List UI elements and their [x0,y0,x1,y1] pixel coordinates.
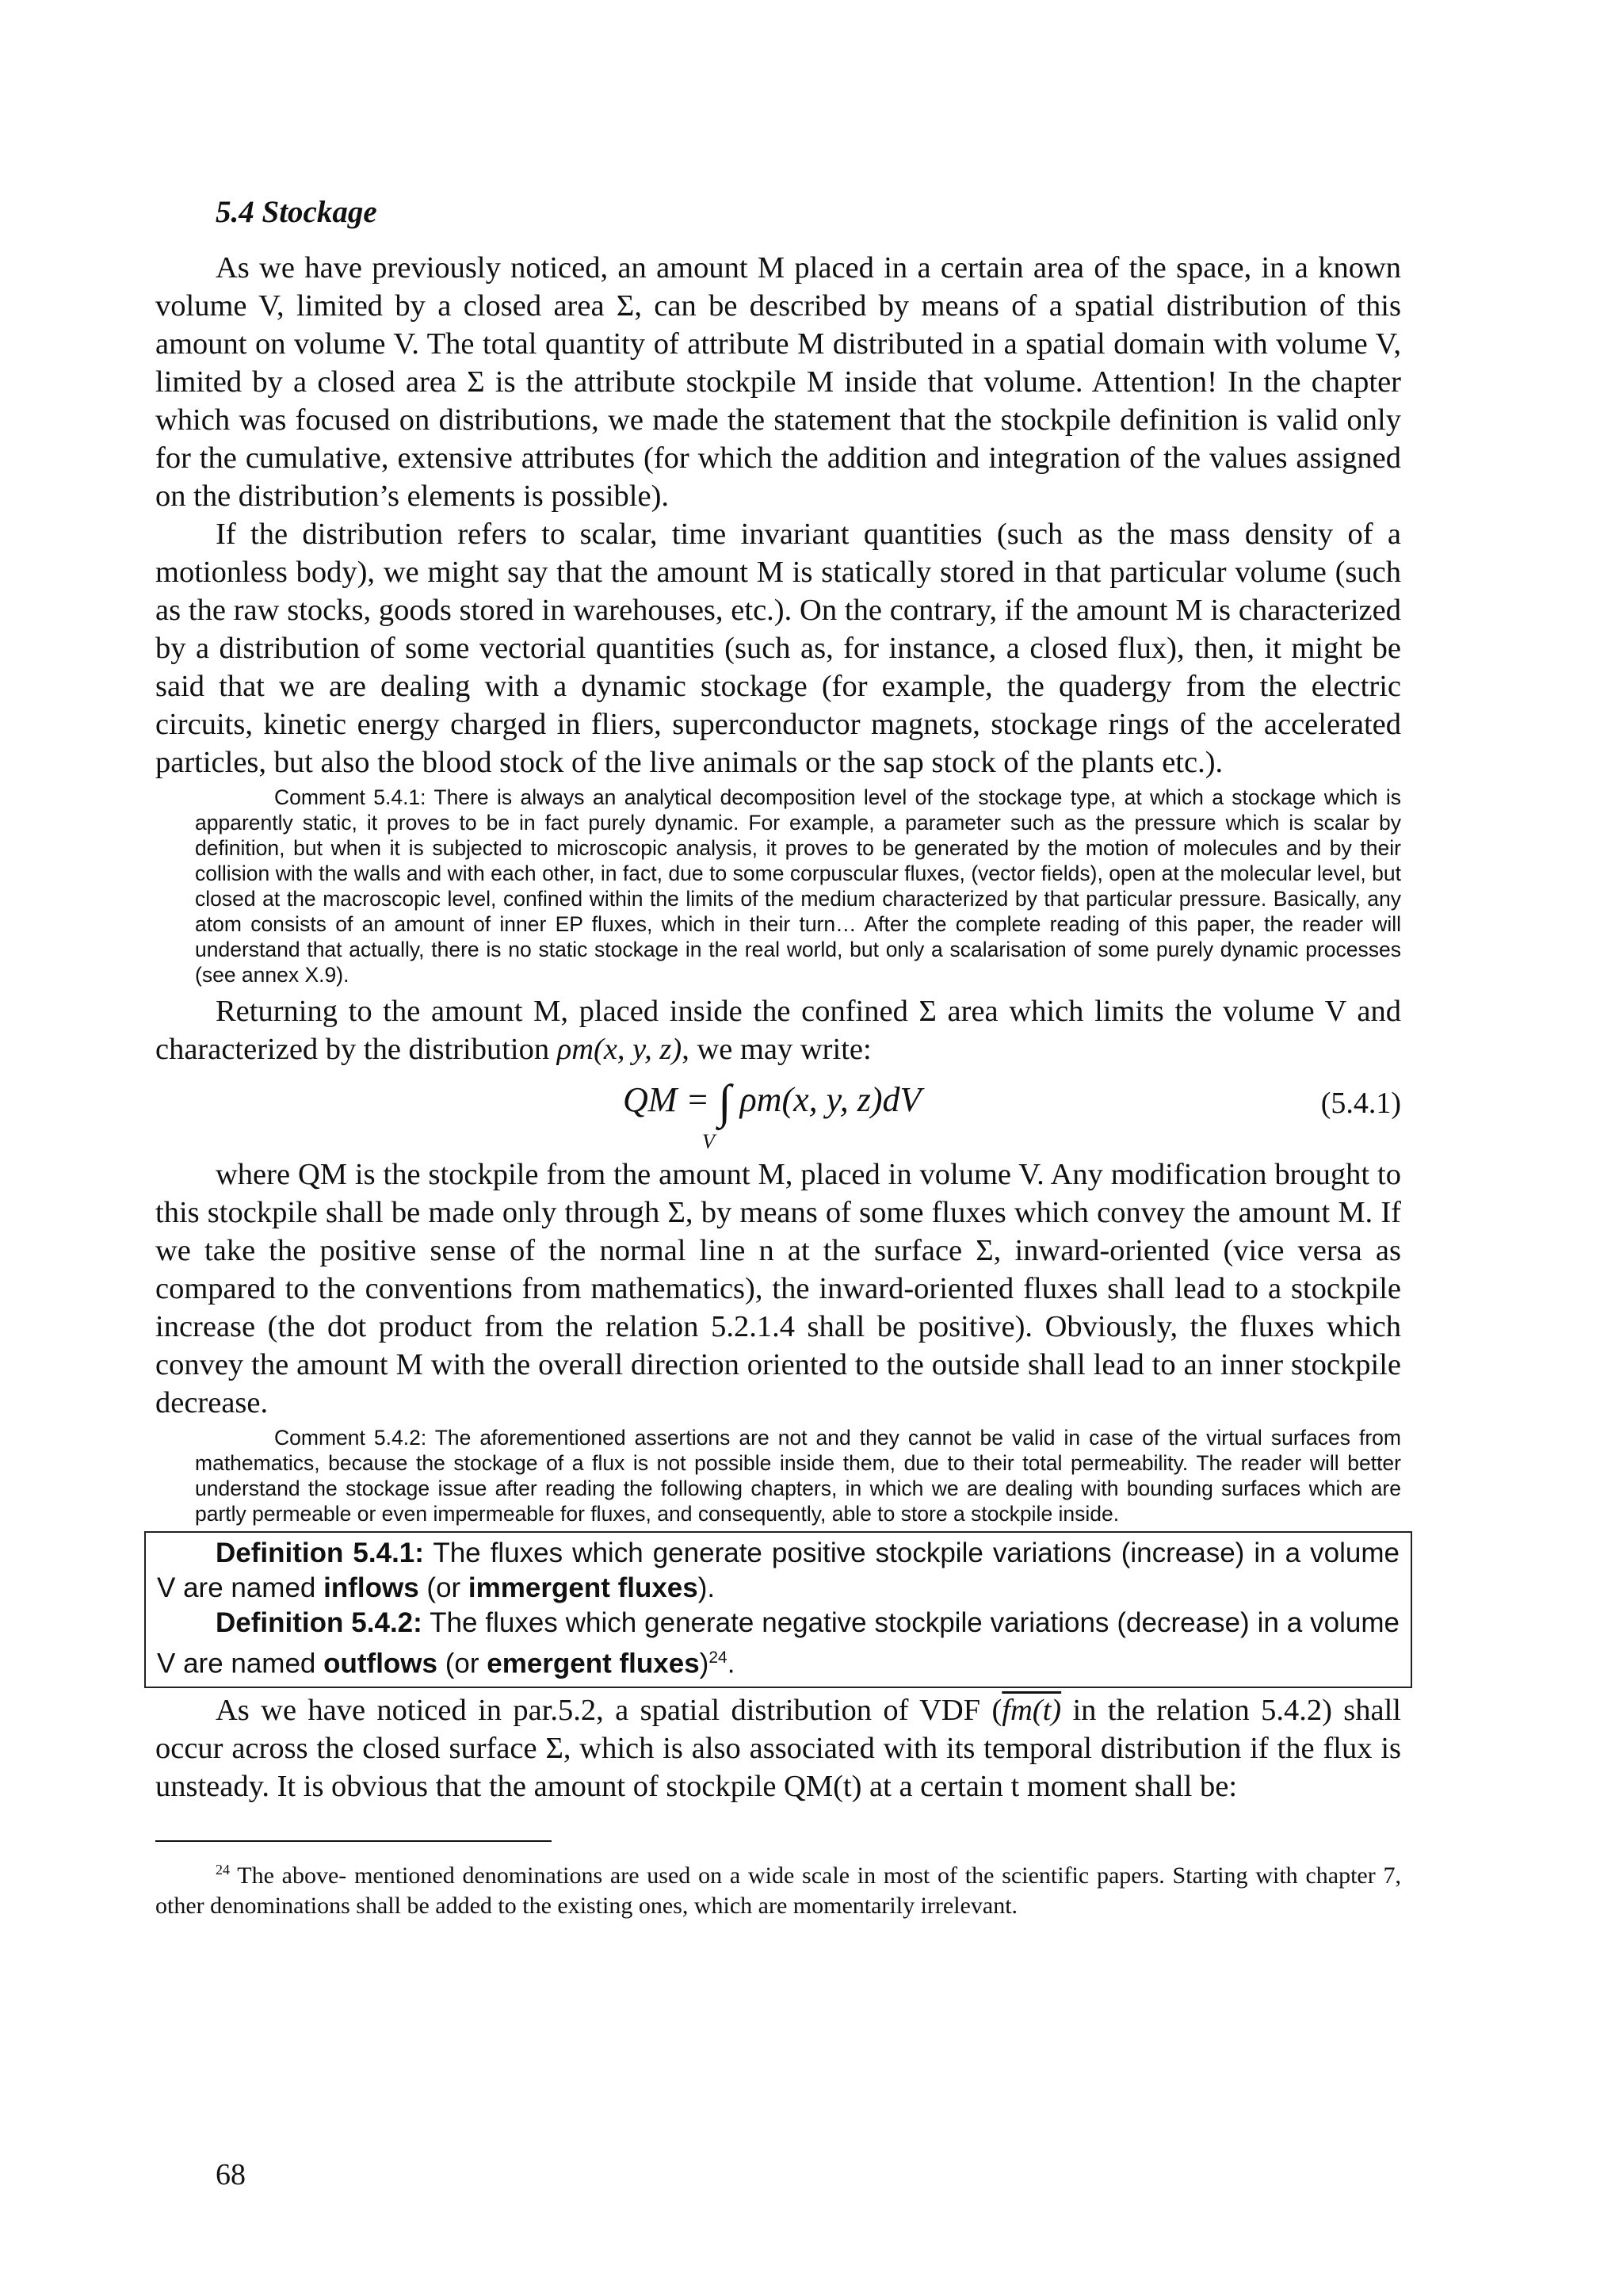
paragraph-3-text-b: , we may write: [682,1033,872,1066]
definition-text: The fluxes which generate positive stockpile variations (increase) in a volume V are named [157,1538,1400,1603]
section-heading: 5.4 Stockage [216,195,377,229]
definition-label: Definition 5.4.1: [216,1538,424,1568]
definitions-box [144,1531,1412,1688]
inline-rho-distribution: ρm(x, y, z) [556,1033,682,1066]
definition-label: Definition 5.4.2: [216,1607,422,1638]
footnote-reference[interactable]: 24 [708,1648,727,1667]
paragraph-3-text-a: Returning to the amount M, placed inside the confined Σ area which limits the volume V and characterized by the distribution [155,995,1401,1066]
definition-text: ). [697,1572,716,1603]
page-content [155,190,1401,1921]
comment-5-4-1: Comment 5.4.1: There is always an analytical decomposition level of the stockage type, at which a stockage which is apparently static, it proves to be in fact purely dynamic. For example, a parameter such as the pressure which is scalar by definition, but when it is subjected to microscopic analysis, it proves to be generated by the motion of molecules and by their collision with the walls and with each other, in fact, due to some corpuscular fluxes, (vector fields), open at the molecular level, but closed at the macroscopic level, confined within the limits of the medium characterized by that particular pressure. Basically, any atom consists of an amount of inner EP fluxes, which in their turn… After the complete reading of this paper, the reader will understand that actually, there is no static stockage in the real world, but only a scalarisation of some purely dynamic processes (see annex X.9). [195,785,1401,987]
definition-term: outflows [323,1648,437,1679]
definition-text: (or [418,1572,468,1603]
paragraph-3 [155,992,1401,1068]
equation-5-4-1 [155,1068,1401,1156]
page-number: 68 [216,2158,246,2191]
vdf-symbol: fm(t) [1002,1693,1062,1727]
paragraph-5-text-a: As we have noticed in par.5.2, a spatial distribution of VDF ( [216,1693,1002,1727]
equation-integrand: ρm(x, y, z)dV [739,1080,922,1119]
definition-term: emergent fluxes [487,1648,700,1679]
footnote-text: The above- mentioned denominations are used on a wide scale in most of the scientific papers. Starting with chapter 7, other denominations shall be added to the existing ones, which are momentarily irrelevant. [155,1862,1401,1919]
paragraph-2: If the distribution refers to scalar, time invariant quantities (such as the mass density of a motionless body), we might say that the amount M is statically stored in that particular volume (such as the raw stocks, goods stored in warehouses, etc.). On the contrary, if the amount M is characterized by a distribution of some vectorial quantities (such as, for instance, a closed flux), then, it might be said that we are dealing with a dynamic stockage (for example, the quadergy from the electric circuits, kinetic energy charged in fliers, superconductor magnets, stockage rings of the accelerated particles, but also the blood stock of the live animals or the sap stock of the plants etc.). [155,518,1401,779]
paragraph-4: where QM is the stockpile from the amount M, placed in volume V. Any modification brought to this stockpile shall be made only through Σ, by means of some fluxes which convey the amount M. If we take the positive sense of the normal line n at the surface Σ, inward-oriented (vice versa as compared to the conventions from mathematics), the inward-oriented fluxes shall lead to a stockpile increase (the dot product from the relation 5.2.1.4 shall be positive). Obviously, the fluxes which convey the amount M with the overall direction oriented to the outside shall lead to an inner stockpile decrease. [155,1158,1401,1419]
integral-lower-limit: V [702,1130,715,1153]
paragraph-5-text-b: in the relation 5.4.2) shall occur across the closed surface Σ, which is also associated with its temporal distribution if the flux is unsteady. It is obvious that the amount of stockpile QM(t) at a certain t moment shall be: [155,1693,1401,1803]
paragraph-5 [155,1691,1401,1805]
equation-number: (5.4.1) [1320,1087,1401,1120]
equation-lhs: QM = [623,1080,710,1119]
definition-text: . [727,1648,735,1679]
integral-sign: ∫ [718,1075,731,1128]
definition-text: (or [437,1648,487,1679]
comment-5-4-2: Comment 5.4.2: The aforementioned assertions are not and they cannot be valid in case of the virtual surfaces from mathematics, because the stockage of a flux is not possible inside them, due to their total permeability. The reader will better understand the stockage issue after reading the following chapters, in which we are dealing with bounding surfaces which are partly permeable or even impermeable for fluxes, and consequently, able to store a stockpile inside. [195,1426,1401,1526]
definition-5-4-1 [157,1536,1400,1606]
footnote-divider [155,1840,552,1842]
definition-5-4-2 [157,1606,1400,1682]
footnote-mark: 24 [216,1861,230,1878]
definition-term: immergent fluxes [468,1572,698,1603]
footnote-24 [155,1855,1401,1921]
equation-formula [623,1075,922,1153]
paragraph-1: As we have previously noticed, an amount M placed in a certain area of the space, in a known volume V, limited by a closed area Σ, can be described by means of a spatial distribution of this amount on volume V. The total quantity of attribute M distributed in a spatial domain with volume V, limited by a closed area Σ is the attribute stockpile M inside that volume. Attention! In the chapter which was focused on distributions, we made the statement that the stockpile definition is valid only for the cumulative, extensive attributes (for which the addition and integration of the values assigned on the distribution’s elements is possible). [155,251,1401,513]
definition-text: ) [699,1648,709,1679]
definition-text: The fluxes which generate negative stockpile variations (decrease) in a volume V are named [157,1607,1400,1679]
definition-term: inflows [323,1572,419,1603]
